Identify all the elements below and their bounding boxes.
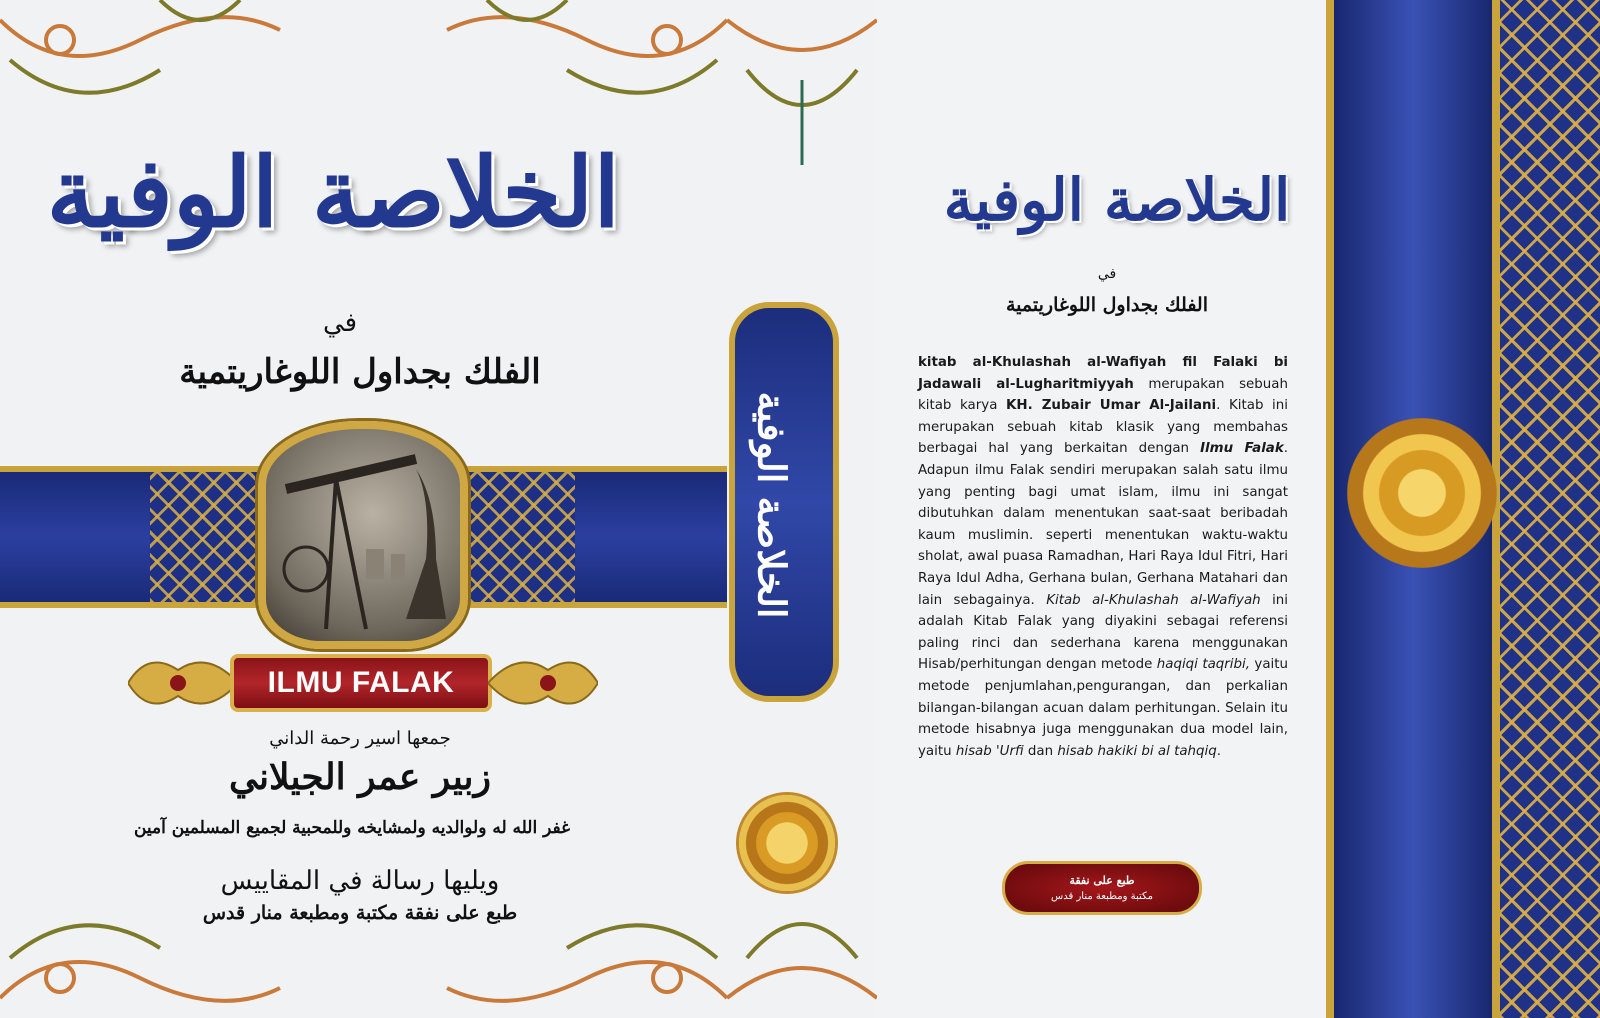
front-fi: في [322,308,358,338]
blurb-hisab-hakiki: hisab hakiki bi al tahqiq [1057,743,1217,759]
blurb-author: KH. Zubair Umar Al-Jailani [1006,398,1217,414]
ornament-wing-left [128,650,238,716]
lattice-left [150,472,255,602]
blurb-hisab-urfi: hisab 'Urfi [955,743,1024,759]
gold-star-medallion-icon [1347,418,1497,568]
back-subtitle: الفلك بجداول اللوغاريتمية [1006,294,1208,316]
book-description [918,352,1288,762]
blurb-text: . Adapun ilmu Falak sendiri merupakan salah satu ilmu yang penting bagi umat islam, ilmu ini sangat dibutuhkan dalam menentukan saat-saat beribadah kaum muslimin. seperti menentukan waktu-waktu sholat, awal puasa Ramadhan, Hari Raya Idul Fitri, Hari Raya Idul Adha, Gerhana bulan, Gerhana Matahari dan lain sebagainya. [918,441,1288,608]
vertical-lattice [1500,0,1600,1018]
blurb-text: . [1216,743,1222,759]
blurb-book-title: kitab al-Khulashah al-Wafiyah fil Falaki bi Jadawali al-Lugharitmiyyah [918,355,1288,392]
publisher-logo-icon [739,795,835,891]
back-fi: في [1097,266,1117,282]
back-cover [877,0,1600,1018]
blurb-kitab-name: Kitab al-Khulashah al-Wafiyah [1046,592,1261,608]
front-subtitle: الفلك بجداول اللوغاريتمية [179,352,541,392]
back-publisher-badge [1002,861,1202,915]
book-spine [727,0,877,1018]
front-publisher: طبع على نفقة مكتبة ومطبعة منار قدس [202,902,518,924]
spine-title: الخلاصة الوفية [749,391,795,619]
publisher-line-2: مكتبة ومطبعة منار قدس [1051,891,1153,902]
front-title: الخلاصة الوفية [46,136,620,249]
astronomer-engraving-image [258,421,468,649]
telescope-illustration [266,429,460,641]
blurb-text: merupakan sebuah kitab karya [918,376,1288,414]
ornament-wing-right [488,650,598,716]
compiler-intro: جمعها اسير رحمة الداني [269,728,451,749]
blurb-text: . Kitab ini merupakan sebuah kitab klasik yang membahas berbagai hal yang berkaitan dengan [918,398,1288,457]
author-name: زبير عمر الجيلاني [229,756,491,798]
appendix-line: ويليها رسالة في المقاييس [220,866,500,896]
blurb-text: yaitu metode penjumlahan,pengurangan, dan perkalian bilangan-bilangan acuan dalam perhitungan. Selain itu metode hisabnya juga menggunakan dua model lain, yaitu [918,657,1288,759]
lattice-right [470,472,575,602]
blurb-method: haqiqi taqribi, [1156,657,1250,673]
spine-ornament-top [727,0,877,170]
blurb-text: dan [1023,743,1058,759]
front-cover [0,0,727,1018]
spine-ornament-bottom [727,900,877,1018]
back-title: الخلاصة الوفية [943,166,1291,234]
dua-line: غفر الله له ولوالديه ولمشايخه وللمحبية لجميع المسلمين آمين [133,818,570,838]
publisher-line-1: طبع على نفقة [1069,874,1135,887]
blurb-ilmu-falak: Ilmu Falak [1200,441,1284,457]
ilmu-falak-label: ILMU FALAK [230,654,492,712]
blurb-text: ini adalah Kitab Falak yang diyakini sebagai referensi paling rinci dan sederhana karena menggunakan Hisab/perhitungan dengan metode [918,592,1288,673]
